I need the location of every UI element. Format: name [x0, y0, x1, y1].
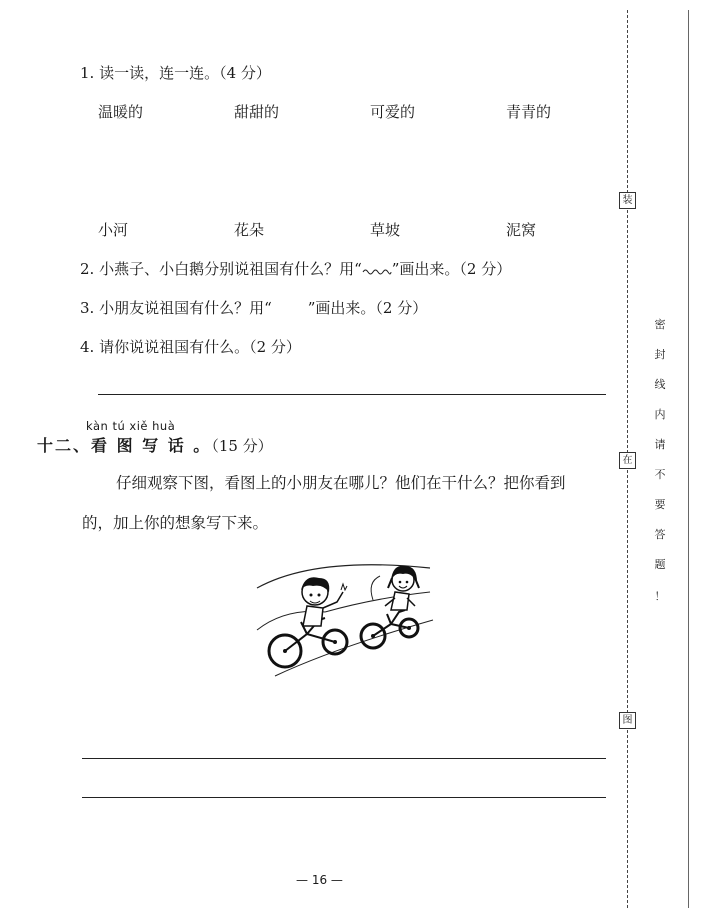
seal-char-3: 线 — [654, 378, 666, 391]
q2-text-before: 2. 小燕子、小白鹅分别说祖国有什么？用“ — [80, 260, 362, 278]
q1-bottom-word-3[interactable]: 草坡 — [370, 221, 401, 239]
q4-answer-line[interactable] — [98, 394, 606, 395]
q1-top-word-2[interactable]: 甜甜的 — [234, 103, 280, 121]
seal-char-9: 题 — [654, 558, 666, 571]
q3-text — [80, 297, 427, 318]
q4-title: 4. 请你说说祖国有什么。（2 分） — [80, 338, 301, 356]
wavy-underline-icon — [362, 268, 392, 276]
seal-char-1: 密 — [654, 318, 666, 331]
binding-edge-line — [688, 10, 689, 908]
kids-cycling-illustration — [255, 548, 435, 680]
section12-heading — [37, 433, 273, 456]
seal-char-4: 内 — [654, 408, 666, 421]
seal-char-6: 不 — [654, 468, 666, 481]
seal-char-8: 答 — [654, 528, 666, 541]
binding-mark-tu: 图 — [619, 712, 636, 729]
writing-line-2[interactable] — [82, 797, 606, 798]
q1-bottom-word-1[interactable]: 小河 — [98, 221, 129, 239]
q3-text-after: ”画出来。（2 分） — [307, 299, 428, 317]
q1-title: 1. 读一读，连一连。（4 分） — [80, 64, 271, 82]
seal-char-7: 要 — [654, 498, 666, 511]
page-number: — 16 — — [296, 873, 343, 887]
binding-mark-zhuang: 装 — [619, 192, 636, 209]
section12-pinyin: kàn tú xiě huà — [86, 419, 176, 433]
section12-title: 看 图 写 话 。 — [91, 436, 212, 455]
seal-char-10: ！ — [654, 590, 666, 603]
q1-bottom-word-2[interactable]: 花朵 — [234, 221, 265, 239]
section12-prompt-line1: 仔细观察下图，看图上的小朋友在哪儿？他们在干什么？把你看到 — [116, 474, 566, 492]
seal-char-2: 封 — [654, 348, 666, 361]
section12-prompt-line2: 的，加上你的想象写下来。 — [82, 514, 269, 532]
section12-number: 十二、 — [37, 436, 92, 455]
q1-top-word-1[interactable]: 温暖的 — [98, 103, 144, 121]
q1-bottom-word-4[interactable]: 泥窝 — [506, 221, 537, 239]
q3-text-before: 3. 小朋友说祖国有什么？用“ — [80, 299, 272, 317]
q2-text — [80, 258, 511, 279]
q2-text-after: ”画出来。（2 分） — [391, 260, 512, 278]
writing-line-1[interactable] — [82, 758, 606, 759]
q1-top-word-4[interactable]: 青青的 — [506, 103, 552, 121]
binding-mark-zai: 在 — [619, 452, 636, 469]
q1-top-word-3[interactable]: 可爱的 — [370, 103, 416, 121]
seal-char-5: 请 — [654, 438, 666, 451]
section12-score: （15 分） — [211, 437, 273, 455]
